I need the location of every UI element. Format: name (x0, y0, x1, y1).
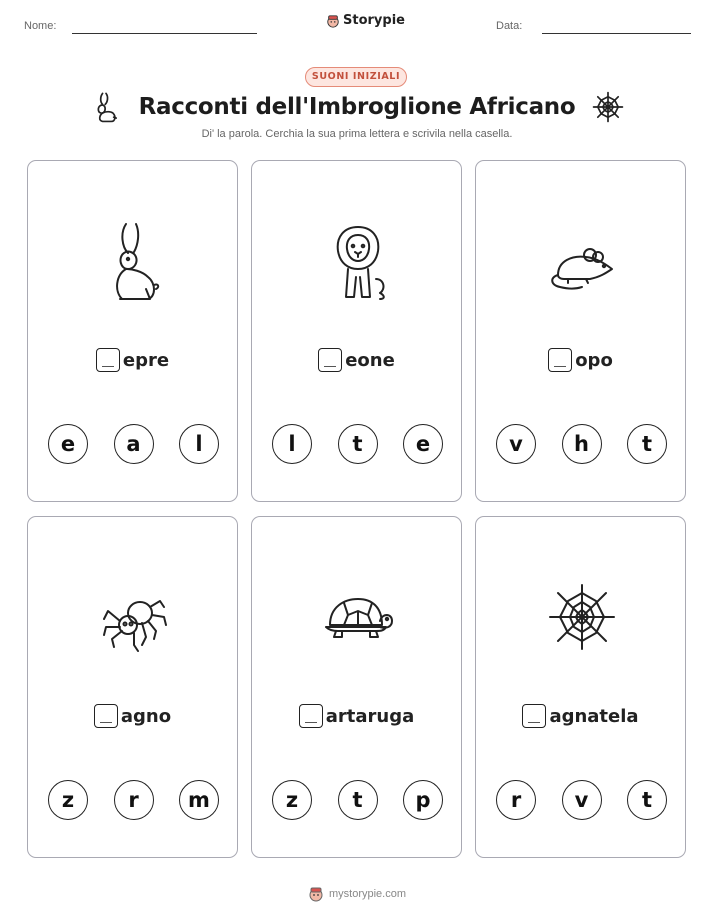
letter-choice[interactable]: t (338, 424, 378, 464)
letter-choice[interactable]: t (627, 780, 667, 820)
letter-choice[interactable]: l (179, 424, 219, 464)
spider-web-icon (591, 90, 625, 124)
letter-choice[interactable]: r (496, 780, 536, 820)
card-mouse (475, 160, 686, 502)
name-label: Nome: (24, 20, 57, 32)
letter-choice[interactable]: z (48, 780, 88, 820)
answer-box[interactable] (548, 348, 572, 372)
letter-choice[interactable]: z (272, 780, 312, 820)
answer-box[interactable] (522, 704, 546, 728)
word-row (252, 704, 461, 728)
partial-word: epre (122, 349, 170, 371)
partial-word: eone (345, 349, 395, 371)
answer-box[interactable] (96, 348, 120, 372)
letter-choice[interactable]: h (562, 424, 602, 464)
letter-choice[interactable]: l (272, 424, 312, 464)
word-row (476, 348, 685, 372)
card-spider-web (475, 516, 686, 858)
letter-choice[interactable]: r (114, 780, 154, 820)
letter-choices (496, 780, 667, 820)
turtle-icon (322, 575, 394, 660)
title-row (0, 90, 714, 124)
rabbit-icon (89, 90, 123, 124)
letter-choice[interactable]: a (114, 424, 154, 464)
date-line[interactable] (542, 33, 691, 34)
storypie-mascot-icon (308, 886, 324, 902)
storypie-mascot-icon (326, 14, 340, 28)
lion-icon (322, 219, 394, 304)
spider-icon (98, 575, 170, 660)
letter-choices (496, 424, 667, 464)
card-spider (27, 516, 238, 858)
letter-choices (48, 424, 219, 464)
letter-choice[interactable]: m (179, 780, 219, 820)
word-row (476, 704, 685, 728)
footer (0, 886, 714, 902)
category-badge: SUONI INIZIALI (305, 67, 407, 87)
spider-web-icon (546, 575, 618, 660)
brand-logo (326, 13, 405, 28)
word-row (28, 704, 237, 728)
letter-choice[interactable]: t (338, 780, 378, 820)
letter-choice[interactable]: t (627, 424, 667, 464)
mouse-icon (546, 219, 618, 304)
letter-choice[interactable]: p (403, 780, 443, 820)
letter-choices (272, 424, 443, 464)
letter-choice[interactable]: e (48, 424, 88, 464)
card-turtle (251, 516, 462, 858)
footer-url: mystorypie.com (328, 888, 407, 900)
rabbit-icon (98, 219, 170, 304)
answer-box[interactable] (94, 704, 118, 728)
letter-choices (272, 780, 443, 820)
letter-choice[interactable]: v (562, 780, 602, 820)
letter-choice[interactable]: v (496, 424, 536, 464)
partial-word: agno (120, 705, 172, 727)
partial-word: artaruga (325, 705, 415, 727)
brand-name: Storypie (343, 13, 405, 28)
partial-word: opo (575, 349, 613, 371)
answer-box[interactable] (318, 348, 342, 372)
instructions: Di' la parola. Cerchia la sua prima lettera e scrivila nella casella. (201, 128, 513, 140)
page-title: Racconti dell'Imbroglione Africano (138, 94, 576, 120)
name-line[interactable] (72, 33, 257, 34)
letter-choices (48, 780, 219, 820)
card-rabbit (27, 160, 238, 502)
partial-word: agnatela (549, 705, 639, 727)
date-label: Data: (496, 20, 523, 32)
word-row (28, 348, 237, 372)
card-lion (251, 160, 462, 502)
word-row (252, 348, 461, 372)
letter-choice[interactable]: e (403, 424, 443, 464)
answer-box[interactable] (299, 704, 323, 728)
